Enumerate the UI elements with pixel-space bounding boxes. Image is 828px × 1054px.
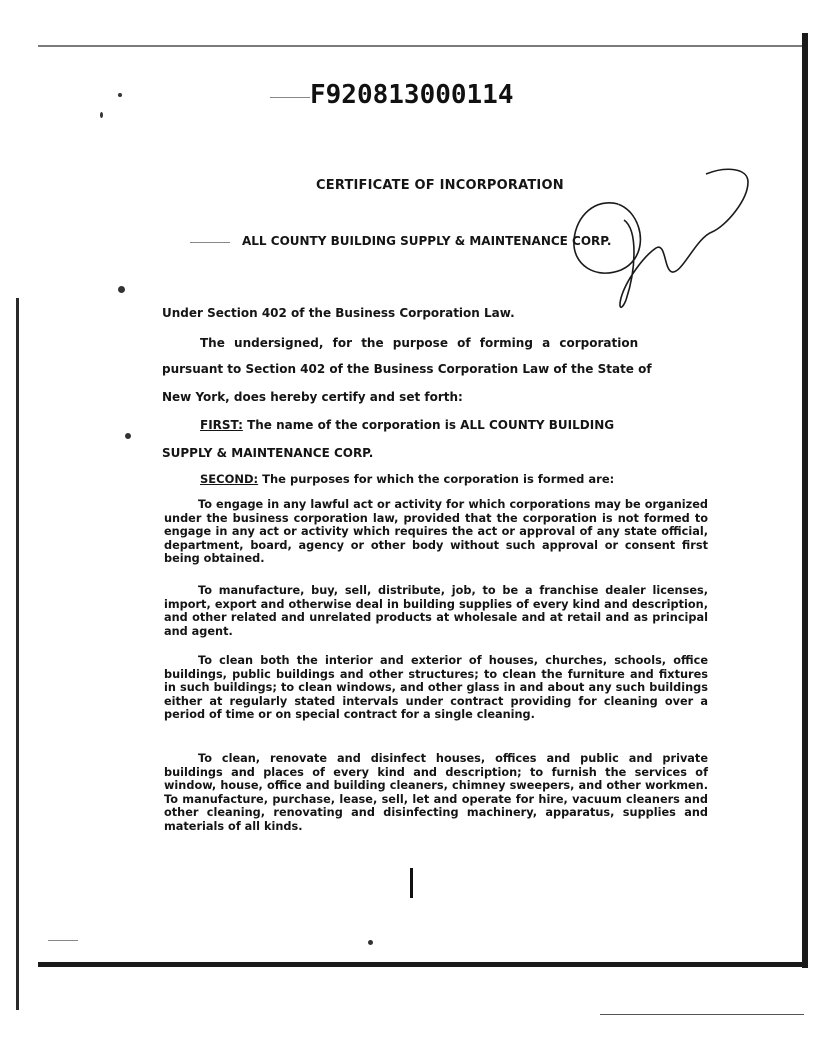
intro-line-3: New York, does hereby certify and set forth:	[162, 390, 463, 404]
certificate-title: CERTIFICATE OF INCORPORATION	[316, 178, 564, 193]
purpose-paragraph: To manufacture, buy, sell, distribute, job, to be a franchise dealer licenses, import, export and otherwise deal in building supplies of every kind and description, and other related and unrelated products at wholesale and at retail and as principal and agent.	[164, 584, 708, 638]
second-label: SECOND:	[200, 472, 259, 486]
purpose-paragraph: To engage in any lawful act or activity for which corporations may be organized under the business corporation law, provided that the corporation is not formed to engage in any act or activity which requires the act or approval of any state official, department, board, agency or other body without such approval or consent first being obtained.	[164, 498, 708, 566]
scan-dash	[190, 242, 230, 243]
purpose-paragraph: To clean, renovate and disinfect houses, offices and public and private buildings and places of every kind and description; to furnish the services of window, house, office and building cleaners, chimney sweepers, and other workmen. To manufacture, purchase, lease, sell, let and operate for hire, vacuum cleaners and other cleaning, renovating and disinfecting machinery, apparatus, supplies and materials of all kinds.	[164, 752, 708, 833]
page-border-bottom	[38, 962, 808, 967]
first-article	[200, 418, 614, 432]
scan-speck	[118, 93, 122, 97]
page-border-top	[38, 45, 808, 47]
scan-dash	[270, 97, 310, 98]
second-article	[200, 472, 614, 486]
intro-line-1: The undersigned, for the purpose of forming a corporation	[200, 336, 639, 350]
document-number-stamp: F920813000114	[310, 80, 514, 110]
scan-speck	[368, 940, 373, 945]
second-text: The purposes for which the corporation is formed are:	[262, 472, 615, 486]
first-text-line-2: SUPPLY & MAINTENANCE CORP.	[162, 446, 374, 460]
scan-dash	[48, 940, 78, 941]
company-heading: ALL COUNTY BUILDING SUPPLY & MAINTENANCE CORP.	[242, 234, 612, 248]
intro-line-2: pursuant to Section 402 of the Business Corporation Law of the State of	[162, 362, 652, 376]
purpose-paragraph: To clean both the interior and exterior of houses, churches, schools, office buildings, public buildings and other structures; to clean the furniture and fixtures in such buildings; to clean windows, and other glass in and about any such buildings either at regularly stated intervals under contract providing for cleaning over a period of time or on special contract for a single cleaning.	[164, 654, 708, 722]
page-border-right	[802, 33, 808, 968]
handwritten-mark	[410, 868, 413, 898]
first-label: FIRST:	[200, 418, 243, 432]
scan-speck	[100, 112, 103, 118]
scan-rule	[600, 1014, 804, 1015]
handwritten-signature	[526, 160, 766, 330]
scan-speck	[125, 433, 131, 439]
page-border-left	[16, 298, 19, 1010]
first-text: The name of the corporation is ALL COUNTY BUILDING	[247, 418, 615, 432]
under-section-line: Under Section 402 of the Business Corporation Law.	[162, 306, 515, 320]
scan-speck	[118, 286, 125, 293]
